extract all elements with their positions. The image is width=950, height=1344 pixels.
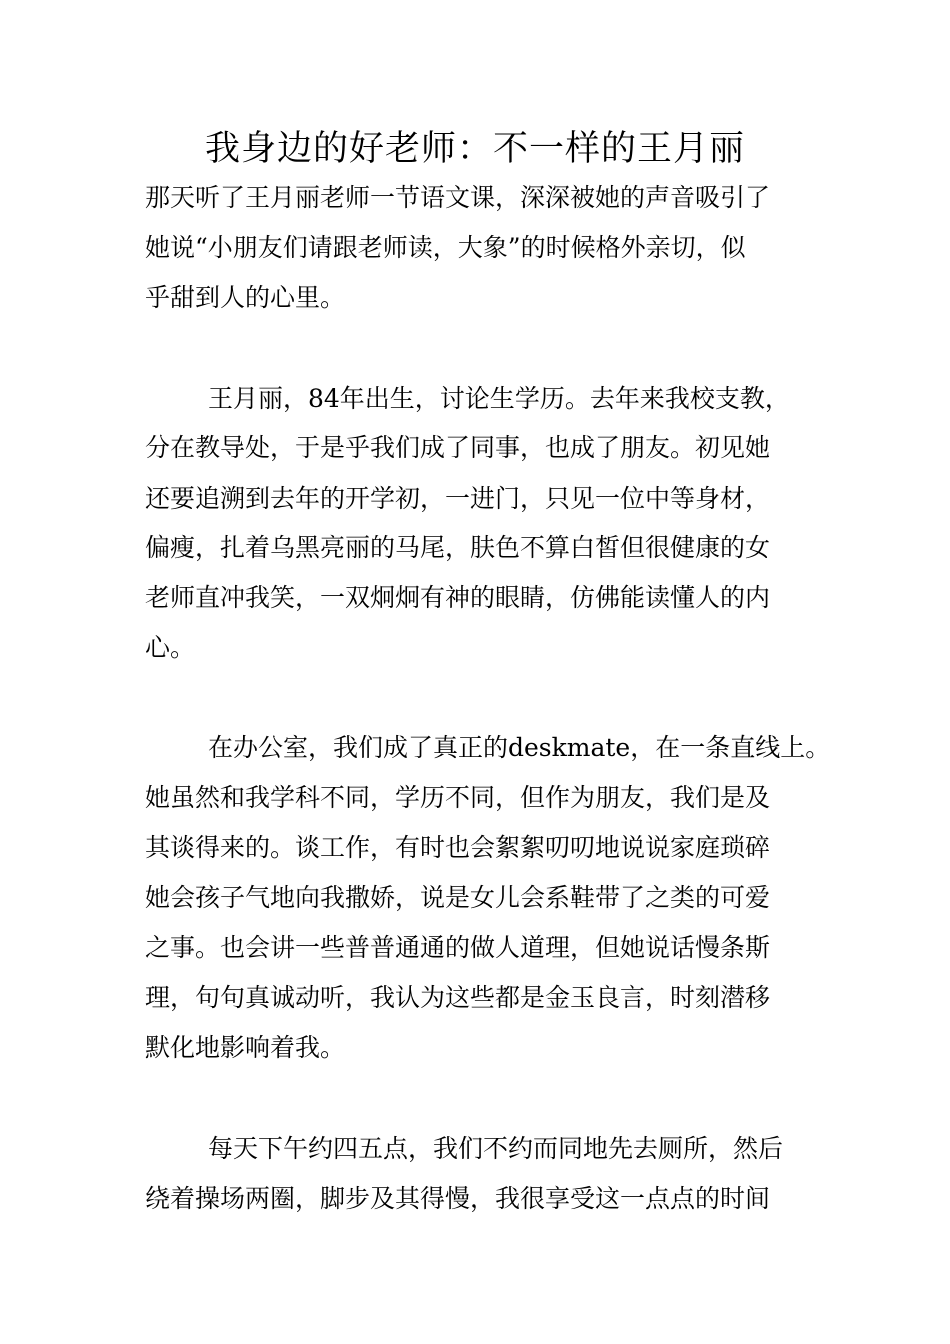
text-line: 绕着操场两圈，脚步及其得慢，我很享受这一点点的时间 bbox=[145, 1184, 771, 1213]
text-line: 理，句句真诚动听，我认为这些都是金玉良言，时刻潜移 bbox=[145, 983, 771, 1012]
text-line: 那天听了王月丽老师一节语文课，深深被她的声音吸引了 bbox=[145, 183, 771, 212]
text-line: 默化地影响着我。 bbox=[145, 1033, 346, 1062]
text-line: 她会孩子气地向我撒娇，说是女儿会系鞋带了之类的可爱 bbox=[145, 883, 771, 912]
text-line: 偏瘦，扎着乌黑亮丽的马尾，肤色不算白皙但很健康的女 bbox=[145, 533, 771, 562]
text-line: 心。 bbox=[145, 633, 196, 662]
text-line: 乎甜到人的心里。 bbox=[145, 283, 346, 312]
text-line: 她虽然和我学科不同，学历不同，但作为朋友，我们是及 bbox=[145, 783, 771, 812]
paragraph-start-line: 在办公室，我们成了真正的deskmate，在一条直线上。 bbox=[208, 733, 831, 762]
paragraph-start-line: 王月丽，84年出生，讨论生学历。去年来我校支教， bbox=[208, 384, 790, 413]
text-line: 分在教导处，于是乎我们成了同事，也成了朋友。初见她 bbox=[145, 433, 771, 462]
text-line: 其谈得来的。谈工作，有时也会絮絮叨叨地说说家庭琐碎 bbox=[145, 833, 771, 862]
text-line: 之事。也会讲一些普普通通的做人道理，但她说话慢条斯 bbox=[145, 933, 771, 962]
text-line: 还要追溯到去年的开学初，一进门，只见一位中等身材， bbox=[145, 484, 771, 513]
document-title: 我身边的好老师：不一样的王月丽 bbox=[204, 129, 745, 169]
text-line: 她说“小朋友们请跟老师读，大象”的时候格外亲切，似 bbox=[145, 233, 746, 262]
paragraph-start-line: 每天下午约四五点，我们不约而同地先去厕所，然后 bbox=[208, 1134, 784, 1163]
text-line: 老师直冲我笑，一双炯炯有神的眼睛，仿佛能读懂人的内 bbox=[145, 583, 771, 612]
